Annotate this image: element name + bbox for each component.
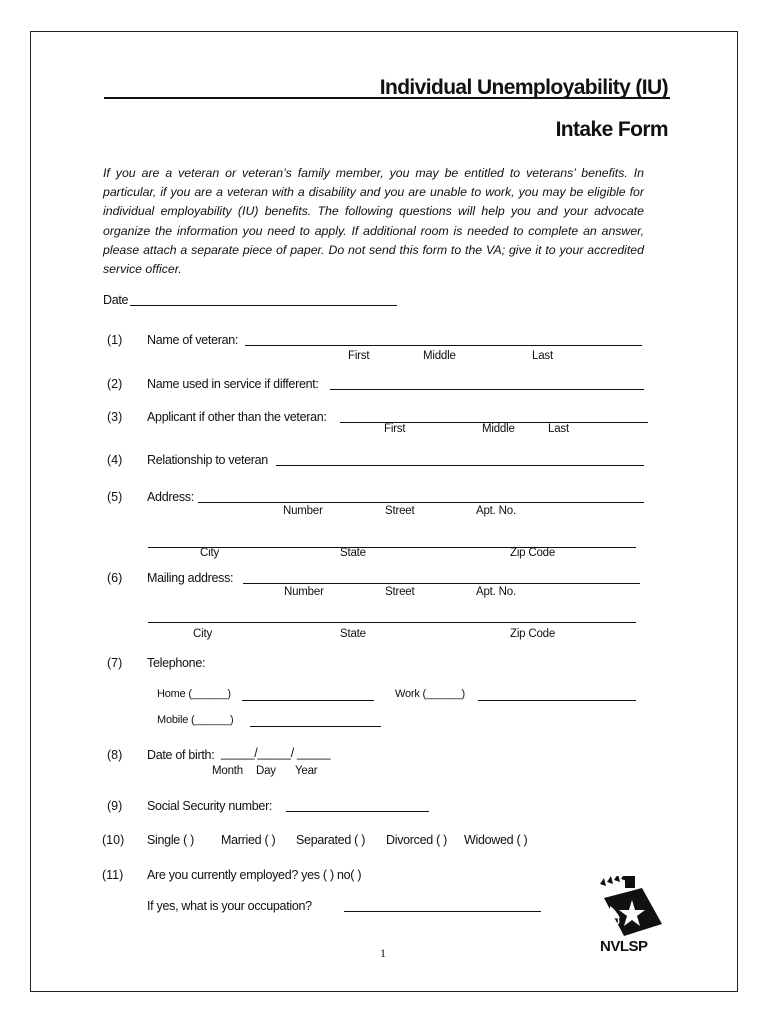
q8-label: Date of birth:	[147, 748, 215, 762]
mailing-city-field[interactable]	[148, 622, 636, 623]
occupation-label: If yes, what is your occupation?	[147, 899, 312, 913]
page-number: 1	[380, 946, 386, 960]
q5-street-caption: Street	[385, 505, 415, 517]
q7-number: (7)	[107, 656, 123, 670]
q4-number: (4)	[107, 453, 123, 467]
q6-number: (6)	[107, 571, 123, 585]
q3-number: (3)	[107, 410, 123, 424]
married-option[interactable]: Married ( )	[221, 833, 276, 847]
mobile-phone-label: Mobile (______)	[157, 714, 234, 726]
intro-paragraph: If you are a veteran or veteran’s family member, you may be entitled to veterans’ benefits. In particular, if you are a veteran with a disability and you are unable to work, you may be eligible for individual employability (IU) benefits. The following questions will help you and your advocate organize the information you need to apply. If additional room is needed to complete an answer, please attach a separate piece of paper. Do not send this form to the VA; give it to your accredited service officer.	[103, 166, 644, 277]
q5-city-caption: City	[200, 547, 220, 559]
veteran-name-field[interactable]	[245, 345, 642, 346]
ssn-field[interactable]	[286, 811, 429, 812]
q1-first-caption: First	[348, 350, 370, 362]
occupation-field[interactable]	[344, 911, 541, 912]
q1-last-caption: Last	[532, 350, 553, 362]
date-label: Date	[103, 293, 129, 307]
q6-city-caption: City	[193, 628, 213, 640]
q11-number: (11)	[102, 868, 124, 882]
address-field[interactable]	[198, 502, 644, 503]
q10-number: (10)	[102, 833, 125, 847]
q3-middle-caption: Middle	[482, 423, 515, 435]
q5-zip-caption: Zip Code	[510, 547, 556, 559]
q2-label: Name used in service if different:	[147, 377, 319, 391]
nvlsp-logo-text: NVLSP	[600, 938, 648, 955]
q6-street-caption: Street	[385, 586, 415, 598]
q1-middle-caption: Middle	[423, 350, 456, 362]
q1-number: (1)	[107, 333, 123, 347]
form-title: Individual Unemployability (IU)	[379, 76, 668, 99]
birthdate-field[interactable]: _____/_____/ _____	[221, 746, 331, 760]
q5-number-caption: Number	[283, 505, 323, 517]
q3-label: Applicant if other than the veteran:	[147, 410, 327, 424]
q8-number: (8)	[107, 748, 123, 762]
divorced-option[interactable]: Divorced ( )	[386, 833, 447, 847]
q5-state-caption: State	[340, 547, 366, 559]
q3-last-caption: Last	[548, 423, 569, 435]
work-phone-field[interactable]	[478, 700, 636, 701]
q3-first-caption: First	[384, 423, 406, 435]
date-field[interactable]	[130, 305, 397, 306]
q9-label: Social Security number:	[147, 799, 273, 813]
year-caption: Year	[295, 765, 318, 777]
day-caption: Day	[256, 765, 276, 777]
q6-zip-caption: Zip Code	[510, 628, 556, 640]
home-phone-field[interactable]	[242, 700, 374, 701]
mobile-phone-field[interactable]	[250, 726, 381, 727]
q1-label: Name of veteran:	[147, 333, 239, 347]
q5-number: (5)	[107, 490, 123, 504]
form-subtitle: Intake Form	[555, 118, 668, 141]
single-option[interactable]: Single ( )	[147, 833, 195, 847]
q5-apt-caption: Apt. No.	[476, 505, 516, 517]
employed-question[interactable]: Are you currently employed? yes ( ) no( )	[147, 868, 362, 882]
q9-number: (9)	[107, 799, 123, 813]
q2-number: (2)	[107, 377, 123, 391]
separated-option[interactable]: Separated ( )	[296, 833, 366, 847]
q6-label: Mailing address:	[147, 571, 234, 585]
address-city-field[interactable]	[148, 547, 636, 548]
q6-state-caption: State	[340, 628, 366, 640]
mailing-address-field[interactable]	[243, 583, 640, 584]
home-phone-label: Home (______)	[157, 688, 231, 700]
month-caption: Month	[212, 765, 243, 777]
relationship-field[interactable]	[276, 465, 644, 466]
q7-label: Telephone:	[147, 656, 206, 670]
q4-label: Relationship to veteran	[147, 453, 268, 467]
q6-number-caption: Number	[284, 586, 324, 598]
work-phone-label: Work (______)	[395, 688, 465, 700]
q5-label: Address:	[147, 490, 194, 504]
q6-apt-caption: Apt. No.	[476, 586, 516, 598]
service-name-field[interactable]	[330, 389, 644, 390]
widowed-option[interactable]: Widowed ( )	[464, 833, 528, 847]
